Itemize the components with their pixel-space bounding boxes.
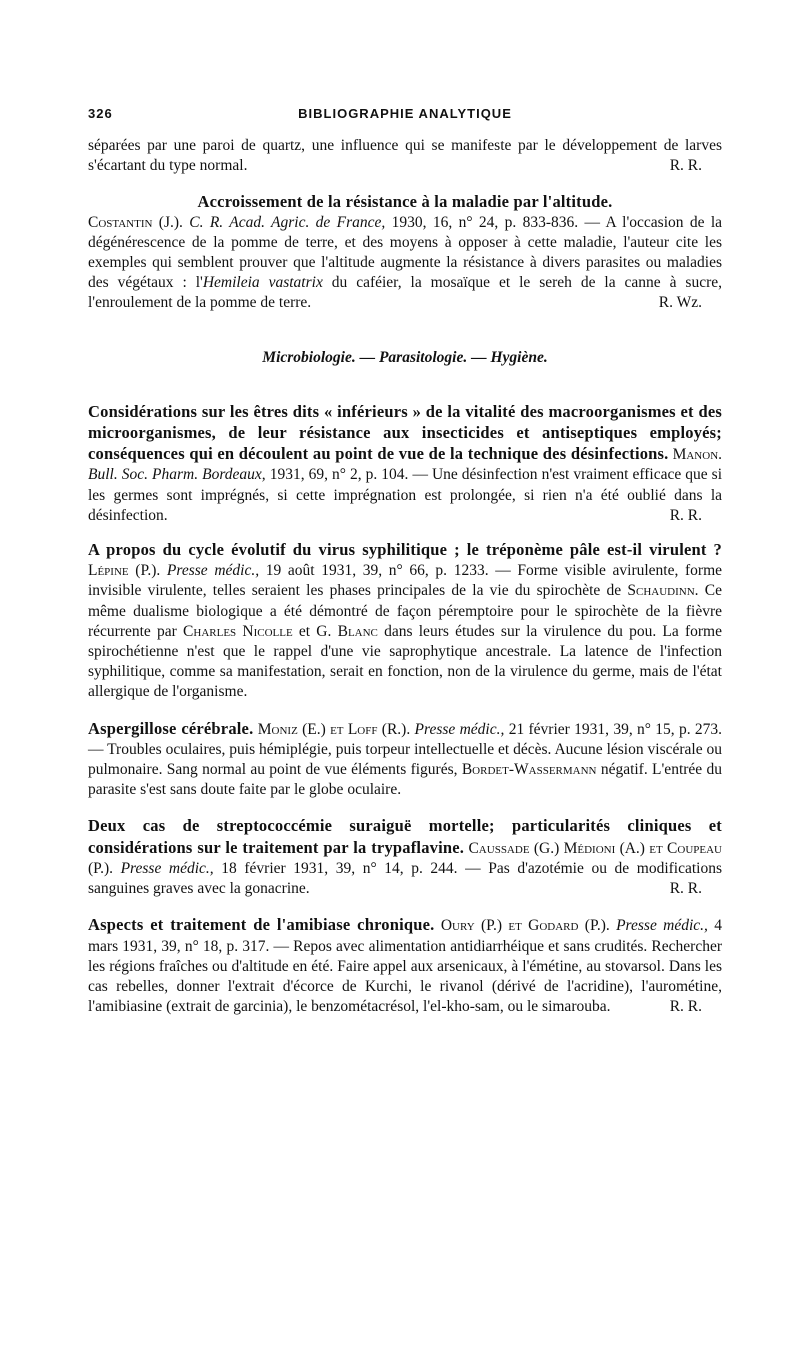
article-title: Aspergillose cérébrale. bbox=[88, 718, 254, 738]
article-author: Moniz (E.) et Loff (R.). bbox=[257, 720, 411, 738]
article-citation: 21 février 1931, 39, n° 15, p. 273. bbox=[508, 720, 723, 738]
article-journal: Presse médic., bbox=[166, 562, 260, 580]
article-body-species: Hemileia vastatrix bbox=[202, 274, 323, 292]
signature: R. R. bbox=[669, 998, 702, 1016]
article-journal: Presse médic., bbox=[616, 917, 708, 935]
running-header bbox=[88, 100, 722, 122]
article-oury bbox=[88, 915, 722, 1017]
article-body: — Troubles oculaires, puis hémiplégie, puis torpeur intellectuelle et décès. Aucune lésion viscérale ou pulmonaire. Sang normal au point de vue éléments figurés, bbox=[88, 740, 722, 779]
article-author: Caussade (G.) Médioni (A.) et Coupeau (P.). bbox=[88, 839, 723, 877]
article-title: Aspects et traitement de l'amibiase chronique. bbox=[88, 915, 435, 935]
article-journal: Presse médic., bbox=[414, 720, 505, 738]
article-citation: 18 février 1931, 39, n° 14, p. 244. bbox=[221, 859, 458, 877]
article-journal: Presse médic., bbox=[120, 859, 214, 877]
article-author: Manon. bbox=[672, 446, 723, 464]
article-journal: Bull. Soc. Pharm. Bordeaux, bbox=[88, 466, 266, 484]
article-citation: 19 août 1931, 39, n° 66, p. 1233. bbox=[265, 562, 489, 580]
article-moniz bbox=[88, 719, 722, 801]
signature: R. R. bbox=[669, 506, 702, 524]
signature: R. R. bbox=[669, 157, 702, 175]
article-citation: 1930, 16, n° 24, p. 833-836. bbox=[391, 213, 579, 231]
running-title: BIBLIOGRAPHIE ANALYTIQUE bbox=[298, 106, 512, 121]
article-body: — Pas d'azotémie ou de modifications sanguines graves avec la gonacrine. bbox=[88, 859, 722, 898]
article-body: . Ce même dualisme biologique a été démontré de façon péremptoire pour le spirochète de la fièvre récurrente par bbox=[88, 582, 722, 640]
continuation-text: séparées par une paroi de quartz, une influence qui se manifeste par le développement de larves s'écartant du type normal. bbox=[88, 137, 722, 175]
article-body: dans leurs études sur la virulence du pou. La forme spirochétienne n'est que le rappel d'une vie saprophytique ancestrale. La latence de l'infection syphilitique, comme sa manifestation, serait en fonction, non de la virulence du germe, mais de l'état allergique de l'organisme. bbox=[88, 622, 722, 701]
continuation-paragraph bbox=[88, 136, 722, 176]
signature: R. Wz. bbox=[658, 294, 702, 312]
article-body-end: du caféier, la mosaïque et le sereh de la canne à sucre, l'enroulement de la pomme de terre. bbox=[88, 274, 723, 312]
article-lepine bbox=[88, 540, 722, 703]
article-body: et G. bbox=[292, 622, 338, 640]
article-title: Deux cas de streptococcémie suraiguë mortelle; particularités cliniques et considérations sur le traitement par la trypaflavine. bbox=[88, 816, 722, 857]
article-author: Oury (P.) et Godard (P.). bbox=[440, 917, 610, 935]
person-name: Charles Nicolle bbox=[183, 622, 293, 640]
article-citation: 4 mars 1931, 39, n° 18, p. 317. bbox=[88, 917, 723, 955]
article-caussade bbox=[88, 816, 722, 899]
article-journal: C. R. Acad. Agric. de France, bbox=[189, 213, 386, 231]
person-name: Bordet-Wassermann bbox=[461, 761, 597, 779]
article-body: négatif. L'entrée du parasite s'est sans doute faite par le globe oculaire. bbox=[88, 761, 722, 799]
article-title: Accroissement de la résistance à la maladie par l'altitude. bbox=[197, 192, 613, 212]
article-title: Considérations sur les êtres dits « inférieurs » de la vitalité des macroorganismes et des microorganismes, de leur résistance aux insecticides et antiseptiques employés; conséquences qui en découlent au point de vue de la technique des désinfections. bbox=[88, 401, 722, 464]
article-manon bbox=[88, 402, 722, 526]
person-name: Schaudinn bbox=[627, 582, 695, 600]
article-costantin bbox=[88, 192, 722, 313]
article-body: — Forme visible avirulente, forme invisible virulente, telles seraient les phases principales de la vie du spirochète de bbox=[88, 562, 723, 600]
page bbox=[88, 100, 722, 1017]
article-title: A propos du cycle évolutif du virus syphilitique ; le tréponème pâle est-il virulent ? bbox=[88, 540, 722, 560]
section-heading: Microbiologie. — Parasitologie. — Hygiène. bbox=[262, 348, 548, 366]
article-body: — Une désinfection n'est vraiment efficace que si les germes sont imprégnés, si cette imprégnation est prolongée, si rien n'a été oublié dans la désinfection. bbox=[88, 466, 723, 524]
article-body: — Repos avec alimentation antidiarrhéique et sans crudités. Rechercher les régions fraîches ou d'altitude en été. Faire appel aux arsenicaux, à l'émétine, au stovarsol. Dans les cas rebelles, donner l'extrait d'écorce de Kurchi, le rivanol (dérivé de l'acridine), l'aurométine, l'amibiasine (extrait de garcinia), le benzométacrésol, l'el-kho-sam, ou le simarouba. bbox=[88, 937, 722, 1016]
article-citation: 1931, 69, n° 2, p. 104. bbox=[269, 466, 409, 484]
article-body: — A l'occasion de la dégénérescence de la pomme de terre, et des moyens à opposer à cette maladie, l'auteur cite les exemples qui semblent prouver que l'altitude augmente la résistance à divers parasites ou maladies des végétaux : l' bbox=[88, 213, 723, 292]
article-author: Costantin (J.). bbox=[88, 213, 183, 231]
page-number: 326 bbox=[88, 106, 113, 121]
person-name: Blanc bbox=[337, 622, 378, 640]
article-author: Lépine (P.). bbox=[88, 562, 161, 580]
signature: R. R. bbox=[669, 880, 702, 898]
